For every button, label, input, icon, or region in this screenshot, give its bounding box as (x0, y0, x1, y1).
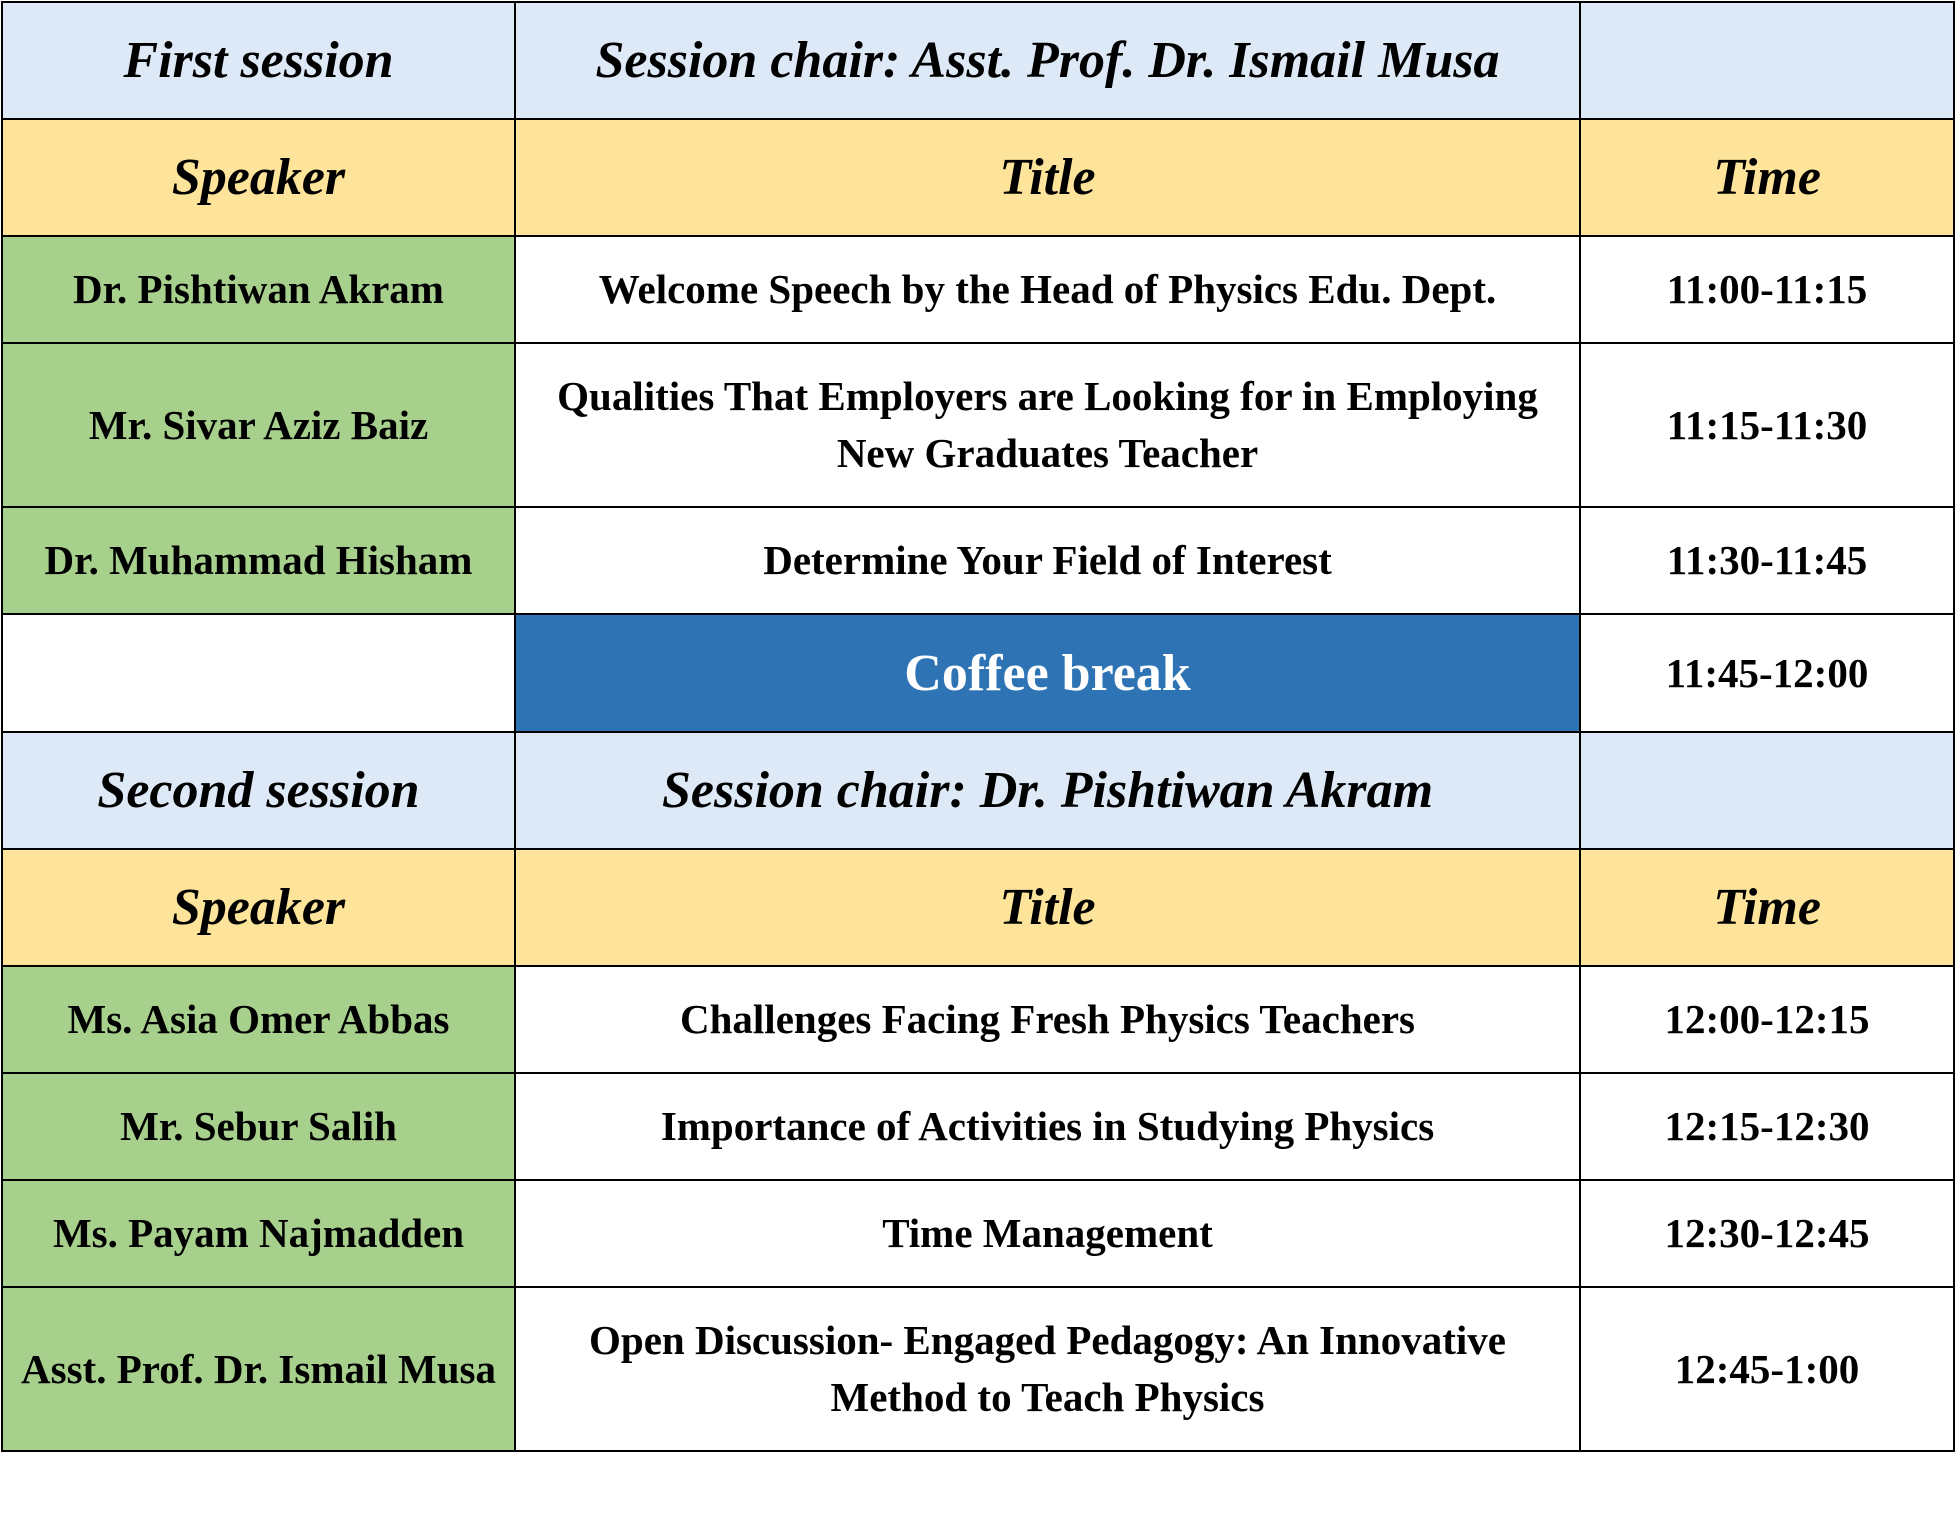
table-row (2, 236, 1954, 343)
coffee-break-empty-cell (2, 614, 515, 732)
second-session-chair: Session chair: Dr. Pishtiwan Akram (515, 732, 1580, 849)
speaker-cell: Ms. Asia Omer Abbas (2, 966, 515, 1073)
time-cell: 11:30-11:45 (1580, 507, 1954, 614)
schedule-table (1, 1, 1955, 1452)
table-row (2, 507, 1954, 614)
time-cell: 12:30-12:45 (1580, 1180, 1954, 1287)
speaker-header: Speaker (2, 849, 515, 966)
speaker-cell: Mr. Sivar Aziz Baiz (2, 343, 515, 507)
speaker-cell: Asst. Prof. Dr. Ismail Musa (2, 1287, 515, 1451)
table-row (2, 1073, 1954, 1180)
speaker-cell: Ms. Payam Najmadden (2, 1180, 515, 1287)
title-cell: Open Discussion- Engaged Pedagogy: An Innovative Method to Teach Physics (515, 1287, 1580, 1451)
first-header-row (2, 119, 1954, 236)
title-header: Title (515, 849, 1580, 966)
first-session-empty-cell (1580, 2, 1954, 119)
title-cell: Qualities That Employers are Looking for in Employing New Graduates Teacher (515, 343, 1580, 507)
first-session-chair: Session chair: Asst. Prof. Dr. Ismail Musa (515, 2, 1580, 119)
speaker-cell: Mr. Sebur Salih (2, 1073, 515, 1180)
table-row (2, 1180, 1954, 1287)
second-header-row (2, 849, 1954, 966)
time-cell: 12:45-1:00 (1580, 1287, 1954, 1451)
time-cell: 11:00-11:15 (1580, 236, 1954, 343)
title-cell: Welcome Speech by the Head of Physics Edu. Dept. (515, 236, 1580, 343)
first-session-label: First session (2, 2, 515, 119)
time-header: Time (1580, 849, 1954, 966)
table-row (2, 966, 1954, 1073)
table-row (2, 343, 1954, 507)
title-cell: Time Management (515, 1180, 1580, 1287)
title-cell: Determine Your Field of Interest (515, 507, 1580, 614)
title-header: Title (515, 119, 1580, 236)
coffee-break-row (2, 614, 1954, 732)
second-session-empty-cell (1580, 732, 1954, 849)
time-cell: 12:15-12:30 (1580, 1073, 1954, 1180)
time-header: Time (1580, 119, 1954, 236)
time-cell: 12:00-12:15 (1580, 966, 1954, 1073)
coffee-break-time: 11:45-12:00 (1580, 614, 1954, 732)
second-session-label: Second session (2, 732, 515, 849)
title-cell: Importance of Activities in Studying Physics (515, 1073, 1580, 1180)
table-row (2, 1287, 1954, 1451)
second-session-row (2, 732, 1954, 849)
first-session-row (2, 2, 1954, 119)
speaker-cell: Dr. Muhammad Hisham (2, 507, 515, 614)
speaker-cell: Dr. Pishtiwan Akram (2, 236, 515, 343)
time-cell: 11:15-11:30 (1580, 343, 1954, 507)
coffee-break-label: Coffee break (515, 614, 1580, 732)
speaker-header: Speaker (2, 119, 515, 236)
title-cell: Challenges Facing Fresh Physics Teachers (515, 966, 1580, 1073)
